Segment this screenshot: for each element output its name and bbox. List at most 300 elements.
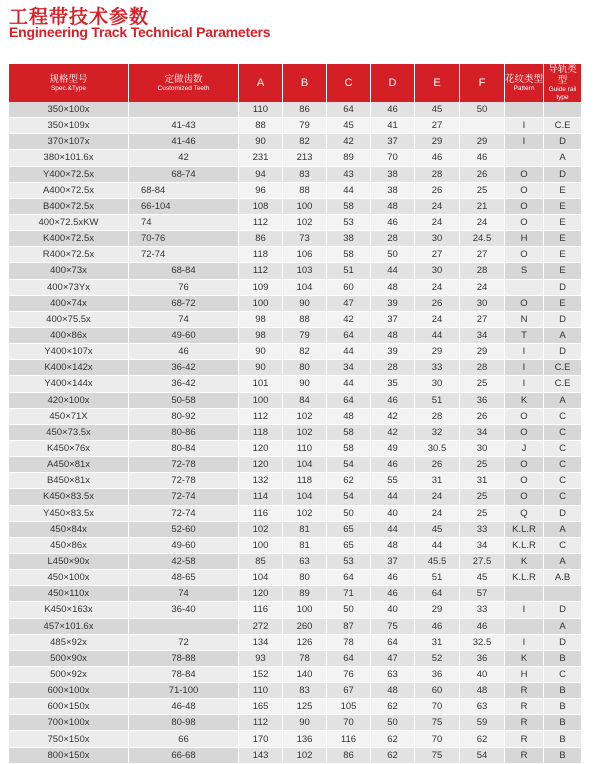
table-row (9, 344, 581, 360)
cell-teeth: 50-58 (129, 393, 239, 409)
cell-a: 120 (239, 457, 283, 473)
cell-a: 110 (239, 683, 283, 699)
cell-e: 26 (415, 183, 460, 199)
cell-pattern (505, 619, 544, 635)
cell-e: 24 (415, 506, 460, 522)
header-e: E (415, 64, 460, 102)
cell-e: 70 (415, 731, 460, 747)
cell-spec: 400×75.5x (9, 312, 129, 328)
cell-spec: Y400×144x (9, 376, 129, 392)
cell-c: 34 (327, 360, 371, 376)
cell-f: 31 (460, 473, 505, 489)
cell-b: 78 (283, 651, 327, 667)
cell-e: 31 (415, 635, 460, 651)
cell-f: 29 (460, 344, 505, 360)
cell-spec: 600×150x (9, 699, 129, 715)
cell-d: 46 (371, 570, 415, 586)
header-teeth: 定做齿数 Customized Teeth (129, 64, 239, 102)
table-row (9, 263, 581, 279)
cell-f: 46 (460, 619, 505, 635)
cell-e: 24 (415, 215, 460, 231)
cell-c: 60 (327, 280, 371, 296)
cell-pattern (505, 102, 544, 118)
cell-d: 28 (371, 360, 415, 376)
table-row (9, 134, 581, 150)
cell-f: 30 (460, 441, 505, 457)
cell-b: 82 (283, 134, 327, 150)
cell-e: 30.5 (415, 441, 460, 457)
cell-f: 27 (460, 247, 505, 263)
cell-guide-rail: C (544, 457, 581, 473)
cell-f: 63 (460, 699, 505, 715)
cell-teeth: 71-100 (129, 683, 239, 699)
cell-a: 100 (239, 393, 283, 409)
cell-f: 36 (460, 393, 505, 409)
cell-e: 28 (415, 409, 460, 425)
cell-c: 42 (327, 312, 371, 328)
cell-spec: 750×150x (9, 731, 129, 747)
cell-teeth (129, 619, 239, 635)
cell-f: 46 (460, 150, 505, 166)
cell-c: 53 (327, 215, 371, 231)
cell-teeth: 72 (129, 635, 239, 651)
table-row (9, 619, 581, 635)
cell-spec: 450×73.5x (9, 425, 129, 441)
cell-guide-rail: B (544, 731, 581, 747)
table-row (9, 667, 581, 683)
cell-guide-rail: C.E (544, 118, 581, 134)
cell-guide-rail (544, 102, 581, 118)
cell-f: 59 (460, 715, 505, 731)
cell-a: 86 (239, 231, 283, 247)
cell-d: 70 (371, 150, 415, 166)
cell-c: 116 (327, 731, 371, 747)
cell-guide-rail: E (544, 215, 581, 231)
cell-a: 120 (239, 441, 283, 457)
cell-teeth: 41-43 (129, 118, 239, 134)
cell-spec: 370×107x (9, 134, 129, 150)
cell-f: 62 (460, 731, 505, 747)
table-row (9, 376, 581, 392)
cell-pattern: R (505, 731, 544, 747)
cell-guide-rail: B (544, 715, 581, 731)
cell-guide-rail: C (544, 538, 581, 554)
cell-pattern: R (505, 699, 544, 715)
cell-guide-rail: E (544, 263, 581, 279)
cell-spec: A450×81x (9, 457, 129, 473)
cell-a: 118 (239, 247, 283, 263)
cell-d: 46 (371, 586, 415, 602)
cell-spec: K450×83.5x (9, 489, 129, 505)
cell-d: 41 (371, 118, 415, 134)
cell-d: 37 (371, 134, 415, 150)
cell-spec: 500×92x (9, 667, 129, 683)
cell-d: 55 (371, 473, 415, 489)
cell-teeth: 66-104 (129, 199, 239, 215)
cell-b: 81 (283, 522, 327, 538)
cell-c: 51 (327, 263, 371, 279)
cell-d: 46 (371, 457, 415, 473)
cell-spec: B450×81x (9, 473, 129, 489)
cell-f: 24 (460, 280, 505, 296)
cell-b: 118 (283, 473, 327, 489)
cell-e: 45 (415, 102, 460, 118)
cell-guide-rail: E (544, 296, 581, 312)
cell-c: 54 (327, 457, 371, 473)
cell-a: 272 (239, 619, 283, 635)
cell-spec: 450×110x (9, 586, 129, 602)
cell-a: 134 (239, 635, 283, 651)
cell-f: 28 (460, 263, 505, 279)
cell-spec: 350×100x (9, 102, 129, 118)
page-title-cn: 工程带技术参数 (9, 6, 150, 28)
cell-d: 47 (371, 651, 415, 667)
table-row (9, 748, 581, 764)
cell-a: 102 (239, 522, 283, 538)
table-row (9, 586, 581, 602)
cell-pattern: K.L.R (505, 522, 544, 538)
table-row (9, 635, 581, 651)
cell-pattern: O (505, 215, 544, 231)
table-row (9, 183, 581, 199)
parameters-table (9, 64, 581, 764)
cell-b: 104 (283, 489, 327, 505)
cell-d: 48 (371, 683, 415, 699)
cell-guide-rail: E (544, 231, 581, 247)
cell-a: 94 (239, 167, 283, 183)
cell-f: 28 (460, 360, 505, 376)
cell-a: 112 (239, 409, 283, 425)
table-row (9, 360, 581, 376)
cell-b: 80 (283, 360, 327, 376)
cell-d: 50 (371, 715, 415, 731)
cell-e: 33 (415, 360, 460, 376)
cell-d: 46 (371, 215, 415, 231)
cell-d: 28 (371, 231, 415, 247)
cell-pattern: O (505, 473, 544, 489)
cell-c: 64 (327, 570, 371, 586)
cell-teeth: 68-84 (129, 183, 239, 199)
cell-f: 25 (460, 457, 505, 473)
cell-a: 112 (239, 215, 283, 231)
cell-d: 37 (371, 312, 415, 328)
cell-a: 116 (239, 506, 283, 522)
cell-f: 57 (460, 586, 505, 602)
cell-teeth: 41-46 (129, 134, 239, 150)
cell-c: 47 (327, 296, 371, 312)
cell-teeth: 66 (129, 731, 239, 747)
cell-d: 48 (371, 328, 415, 344)
cell-a: 165 (239, 699, 283, 715)
cell-a: 98 (239, 328, 283, 344)
cell-b: 88 (283, 312, 327, 328)
cell-guide-rail: E (544, 183, 581, 199)
cell-b: 100 (283, 602, 327, 618)
page-title-en: Engineering Track Technical Parameters (9, 24, 271, 40)
cell-c: 76 (327, 667, 371, 683)
cell-teeth: 80-98 (129, 715, 239, 731)
cell-spec: 400×73Yx (9, 280, 129, 296)
cell-guide-rail: C (544, 489, 581, 505)
cell-teeth: 72-78 (129, 473, 239, 489)
cell-e: 29 (415, 134, 460, 150)
cell-f: 24 (460, 215, 505, 231)
cell-a: 231 (239, 150, 283, 166)
cell-spec: 600×100x (9, 683, 129, 699)
cell-pattern: O (505, 296, 544, 312)
cell-spec: B400×72.5x (9, 199, 129, 215)
cell-guide-rail: B (544, 748, 581, 764)
cell-f: 50 (460, 102, 505, 118)
cell-spec: K450×76x (9, 441, 129, 457)
cell-a: 101 (239, 376, 283, 392)
cell-guide-rail: E (544, 247, 581, 263)
cell-guide-rail: C (544, 667, 581, 683)
cell-pattern (505, 280, 544, 296)
table-row (9, 441, 581, 457)
cell-pattern: I (505, 118, 544, 134)
cell-guide-rail: C (544, 409, 581, 425)
cell-e: 44 (415, 538, 460, 554)
table-row (9, 150, 581, 166)
table-row (9, 102, 581, 118)
cell-teeth: 36-40 (129, 602, 239, 618)
cell-teeth: 72-74 (129, 489, 239, 505)
cell-d: 35 (371, 376, 415, 392)
cell-e: 30 (415, 376, 460, 392)
cell-c: 44 (327, 376, 371, 392)
cell-d: 44 (371, 522, 415, 538)
cell-c: 54 (327, 489, 371, 505)
cell-e: 30 (415, 231, 460, 247)
cell-pattern: K.L.R (505, 538, 544, 554)
cell-teeth: 68-74 (129, 167, 239, 183)
cell-spec: K400×142x (9, 360, 129, 376)
cell-pattern: Q (505, 506, 544, 522)
cell-a: 104 (239, 570, 283, 586)
cell-e: 32 (415, 425, 460, 441)
cell-teeth: 46 (129, 344, 239, 360)
cell-b: 102 (283, 748, 327, 764)
cell-b: 104 (283, 457, 327, 473)
cell-spec: R400×72.5x (9, 247, 129, 263)
cell-guide-rail: D (544, 344, 581, 360)
cell-d: 38 (371, 183, 415, 199)
cell-e: 51 (415, 393, 460, 409)
cell-teeth: 80-84 (129, 441, 239, 457)
cell-e: 24 (415, 489, 460, 505)
cell-c: 71 (327, 586, 371, 602)
cell-a: 120 (239, 586, 283, 602)
cell-d: 39 (371, 296, 415, 312)
cell-e: 26 (415, 296, 460, 312)
cell-spec: 500×90x (9, 651, 129, 667)
header-a: A (239, 64, 283, 102)
cell-f: 33 (460, 522, 505, 538)
cell-teeth: 70-76 (129, 231, 239, 247)
cell-spec: 400×74x (9, 296, 129, 312)
cell-spec: 420×100x (9, 393, 129, 409)
cell-e: 45 (415, 522, 460, 538)
cell-pattern: O (505, 457, 544, 473)
cell-e: 60 (415, 683, 460, 699)
cell-a: 100 (239, 538, 283, 554)
cell-c: 58 (327, 425, 371, 441)
cell-a: 110 (239, 102, 283, 118)
cell-pattern: T (505, 328, 544, 344)
cell-b: 82 (283, 344, 327, 360)
cell-teeth: 72-74 (129, 506, 239, 522)
cell-c: 48 (327, 409, 371, 425)
cell-f: 27 (460, 312, 505, 328)
cell-spec: 350×109x (9, 118, 129, 134)
cell-guide-rail: B (544, 683, 581, 699)
cell-guide-rail: D (544, 602, 581, 618)
cell-c: 78 (327, 635, 371, 651)
cell-d: 44 (371, 263, 415, 279)
cell-spec: 400×72.5xKW (9, 215, 129, 231)
cell-b: 100 (283, 199, 327, 215)
cell-f: 25 (460, 376, 505, 392)
cell-e: 75 (415, 715, 460, 731)
cell-pattern: S (505, 263, 544, 279)
table-row (9, 731, 581, 747)
cell-b: 136 (283, 731, 327, 747)
cell-guide-rail: E (544, 199, 581, 215)
cell-spec: 450×84x (9, 522, 129, 538)
table-row (9, 715, 581, 731)
cell-e: 31 (415, 473, 460, 489)
cell-teeth: 68-72 (129, 296, 239, 312)
cell-e: 24 (415, 312, 460, 328)
cell-f: 54 (460, 748, 505, 764)
cell-teeth: 76 (129, 280, 239, 296)
cell-c: 50 (327, 602, 371, 618)
cell-d: 64 (371, 635, 415, 651)
cell-teeth: 78-84 (129, 667, 239, 683)
cell-e: 52 (415, 651, 460, 667)
cell-c: 38 (327, 231, 371, 247)
cell-a: 112 (239, 263, 283, 279)
cell-b: 110 (283, 441, 327, 457)
header-b: B (283, 64, 327, 102)
cell-d: 44 (371, 489, 415, 505)
cell-pattern (505, 586, 544, 602)
cell-teeth: 49-60 (129, 538, 239, 554)
cell-guide-rail: A.B (544, 570, 581, 586)
cell-e: 70 (415, 699, 460, 715)
cell-c: 64 (327, 102, 371, 118)
cell-teeth: 72-74 (129, 247, 239, 263)
cell-f: 34 (460, 425, 505, 441)
cell-teeth: 74 (129, 312, 239, 328)
cell-b: 90 (283, 296, 327, 312)
cell-spec: 485×92x (9, 635, 129, 651)
cell-a: 93 (239, 651, 283, 667)
cell-guide-rail: A (544, 522, 581, 538)
cell-a: 96 (239, 183, 283, 199)
table-row (9, 554, 581, 570)
cell-d: 46 (371, 393, 415, 409)
cell-b: 213 (283, 150, 327, 166)
cell-d: 63 (371, 667, 415, 683)
cell-a: 143 (239, 748, 283, 764)
header-row (9, 64, 581, 102)
cell-b: 63 (283, 554, 327, 570)
cell-f: 29 (460, 134, 505, 150)
cell-spec: Y450×83.5x (9, 506, 129, 522)
cell-f: 30 (460, 296, 505, 312)
cell-guide-rail: C (544, 473, 581, 489)
cell-b: 140 (283, 667, 327, 683)
cell-d: 39 (371, 344, 415, 360)
cell-a: 152 (239, 667, 283, 683)
cell-teeth: 68-84 (129, 263, 239, 279)
cell-guide-rail: A (544, 619, 581, 635)
cell-spec: Y400×72.5x (9, 167, 129, 183)
cell-f: 25 (460, 489, 505, 505)
cell-d: 48 (371, 538, 415, 554)
cell-c: 65 (327, 522, 371, 538)
cell-pattern: I (505, 635, 544, 651)
cell-c: 105 (327, 699, 371, 715)
cell-a: 132 (239, 473, 283, 489)
cell-a: 88 (239, 118, 283, 134)
cell-spec: 400×86x (9, 328, 129, 344)
header-d: D (371, 64, 415, 102)
cell-f: 45 (460, 570, 505, 586)
cell-pattern: O (505, 489, 544, 505)
table-row (9, 247, 581, 263)
cell-teeth: 78-88 (129, 651, 239, 667)
cell-d: 40 (371, 602, 415, 618)
cell-b: 86 (283, 102, 327, 118)
cell-c: 58 (327, 247, 371, 263)
cell-guide-rail: D (544, 506, 581, 522)
cell-pattern: R (505, 683, 544, 699)
cell-c: 87 (327, 619, 371, 635)
cell-pattern: O (505, 409, 544, 425)
cell-b: 102 (283, 215, 327, 231)
cell-teeth: 74 (129, 586, 239, 602)
cell-e: 45.5 (415, 554, 460, 570)
table-row (9, 312, 581, 328)
cell-f: 34 (460, 538, 505, 554)
cell-teeth: 72-78 (129, 457, 239, 473)
cell-pattern: K (505, 554, 544, 570)
cell-a: 90 (239, 360, 283, 376)
cell-pattern: K (505, 393, 544, 409)
cell-teeth: 74 (129, 215, 239, 231)
cell-d: 40 (371, 506, 415, 522)
cell-pattern: O (505, 247, 544, 263)
cell-e: 24 (415, 199, 460, 215)
cell-b: 102 (283, 409, 327, 425)
cell-pattern: O (505, 425, 544, 441)
table-row (9, 506, 581, 522)
cell-d: 62 (371, 699, 415, 715)
cell-f: 21 (460, 199, 505, 215)
table-row (9, 199, 581, 215)
cell-teeth: 36-42 (129, 360, 239, 376)
cell-guide-rail: A (544, 150, 581, 166)
cell-c: 42 (327, 134, 371, 150)
cell-e: 51 (415, 570, 460, 586)
cell-spec: Y400×107x (9, 344, 129, 360)
cell-guide-rail: A (544, 554, 581, 570)
cell-b: 83 (283, 683, 327, 699)
cell-teeth: 42-58 (129, 554, 239, 570)
